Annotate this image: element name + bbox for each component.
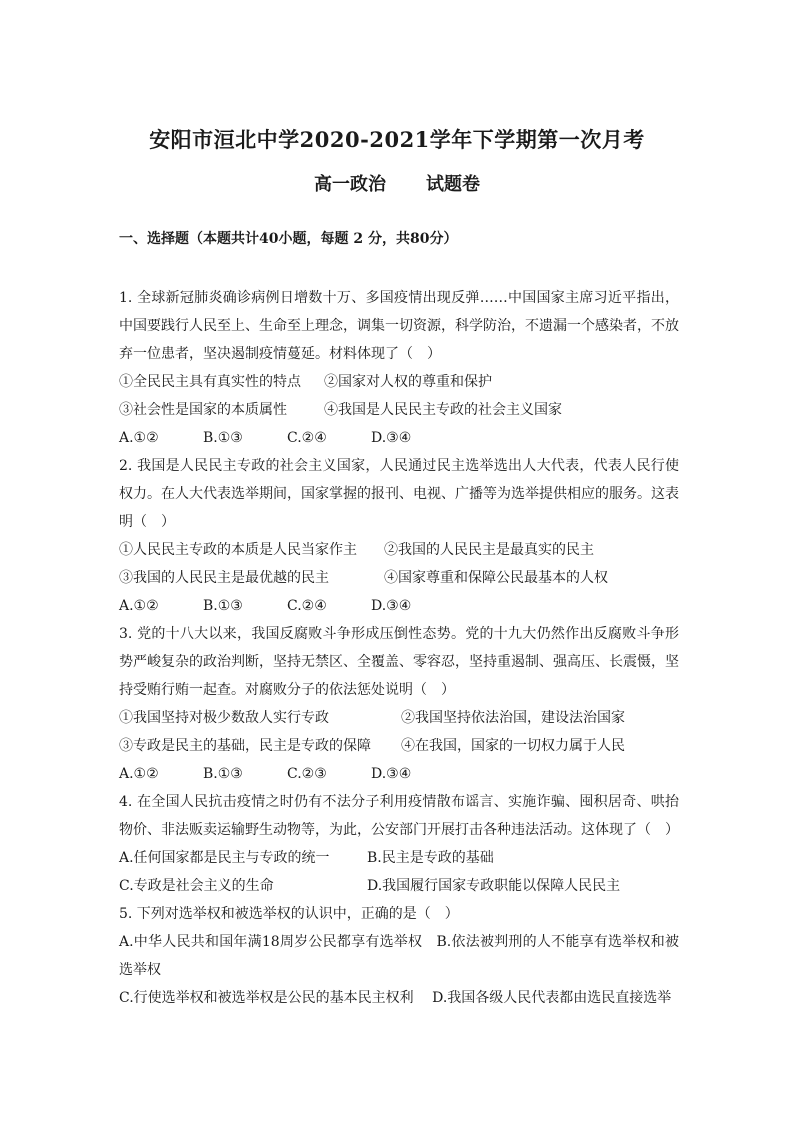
answer-option: D.③④: [371, 766, 412, 782]
answer-option: B.①③: [203, 598, 243, 614]
answer-option: C.②④: [287, 598, 327, 614]
question-4-stem: 4. 在全国人民抗击疫情之时仍有不法分子利用疫情散布谣言、实施诈骗、囤积居奇、哄抬物价、非法贩卖运输野生动物等，为此，公安部门开展打击各种违法活动。这体现了（ ）: [119, 794, 679, 838]
question-2-item: ①人民民主专政的本质是人民当家作主: [119, 542, 357, 558]
answer-option: B.①③: [203, 430, 243, 446]
question-3-item: ②我国坚持依法治国，建设法治国家: [401, 710, 625, 726]
question-3-item: ④在我国，国家的一切权力属于人民: [401, 738, 625, 754]
question-3-items-row-1: [119, 704, 679, 732]
question-1-answers: [119, 424, 679, 452]
question-2-item: ③我国的人民民主是最优越的民主: [119, 570, 329, 586]
question-1-item: ②国家对人权的尊重和保护: [324, 374, 492, 390]
answer-option: C.②③: [287, 766, 327, 782]
exam-subtitle: [0, 170, 794, 196]
answer-option: B.①③: [203, 766, 243, 782]
question-1-items-row-1: [119, 368, 679, 396]
question-2-item: ②我国的人民民主是最真实的民主: [384, 542, 594, 558]
question-4-choices-row-1: [119, 844, 679, 872]
question-1-item: ④我国是人民民主专政的社会主义国家: [324, 402, 562, 418]
question-4-choice: D.我国履行国家专政职能以保障人民民主: [367, 878, 621, 894]
question-5-choices-line-1: A.中华人民共和国年满18周岁公民都享有选举权 B.依法被判刑的人不能享有选举权和被选举权: [119, 934, 679, 978]
question-2-items-row-1: [119, 536, 679, 564]
answer-option: A.①②: [119, 766, 159, 782]
paper-type-label: 试题卷: [426, 174, 480, 195]
question-3-item: ③专政是民主的基础，民主是专政的保障: [119, 738, 371, 754]
answer-option: D.③④: [371, 430, 412, 446]
question-2-item: ④国家尊重和保障公民最基本的人权: [384, 570, 608, 586]
question-3-stem: 3. 党的十八大以来，我国反腐败斗争形成压倒性态势。党的十九大仍然作出反腐败斗争形势严峻复杂的政治判断，坚持无禁区、全覆盖、零容忍，坚持重遏制、强高压、长震慑，坚持受贿行贿一起查。对腐败分子的依法惩处说明（ ）: [119, 626, 679, 698]
answer-option: A.①②: [119, 598, 159, 614]
question-5-stem: 5. 下列对选举权和被选举权的认识中，正确的是（ ）: [119, 906, 459, 922]
question-1-item: ③社会性是国家的本质属性: [119, 402, 287, 418]
question-1-item: ①全民民主具有真实性的特点: [119, 374, 301, 390]
section-heading: 一、选择题（本题共计40小题，每题 2 分，共80分）: [119, 231, 458, 247]
answer-option: A.①②: [119, 430, 159, 446]
question-4-choice: A.任何国家都是民主与专政的统一: [119, 850, 330, 866]
question-5-choices-line-2: C.行使选举权和被选举权是公民的基本民主权利 D.我国各级人民代表都由选民直接选举: [119, 990, 672, 1006]
question-1-stem: 1. 全球新冠肺炎确诊病例日增数十万、多国疫情出现反弹……中国国家主席习近平指出，中国要践行人民至上、生命至上理念，调集一切资源，科学防治，不遗漏一个感染者，不放弃一位患者，坚决遏制疫情蔓延。材料体现了（ ）: [119, 290, 679, 362]
question-3-items-row-2: [119, 732, 679, 760]
subject-label: 高一政治: [314, 174, 386, 195]
question-2-stem: 2. 我国是人民民主专政的社会主义国家，人民通过民主选举选出人大代表，代表人民行使权力。在人大代表选举期间，国家掌握的报刊、电视、广播等为选举提供相应的服务。这表明（ ）: [119, 458, 679, 530]
questions-list: [119, 284, 679, 1012]
question-1-items-row-2: [119, 396, 679, 424]
answer-option: D.③④: [371, 598, 412, 614]
question-2-items-row-2: [119, 564, 679, 592]
answer-option: C.②④: [287, 430, 327, 446]
question-4-choices-row-2: [119, 872, 679, 900]
question-3-item: ①我国坚持对极少数敌人实行专政: [119, 710, 329, 726]
exam-title: 安阳市洹北中学2020-2021学年下学期第一次月考: [149, 127, 645, 152]
question-4-choice: B.民主是专政的基础: [367, 850, 494, 866]
question-4-choice: C.专政是社会主义的生命: [119, 878, 274, 894]
question-3-answers: [119, 760, 679, 788]
question-2-answers: [119, 592, 679, 620]
